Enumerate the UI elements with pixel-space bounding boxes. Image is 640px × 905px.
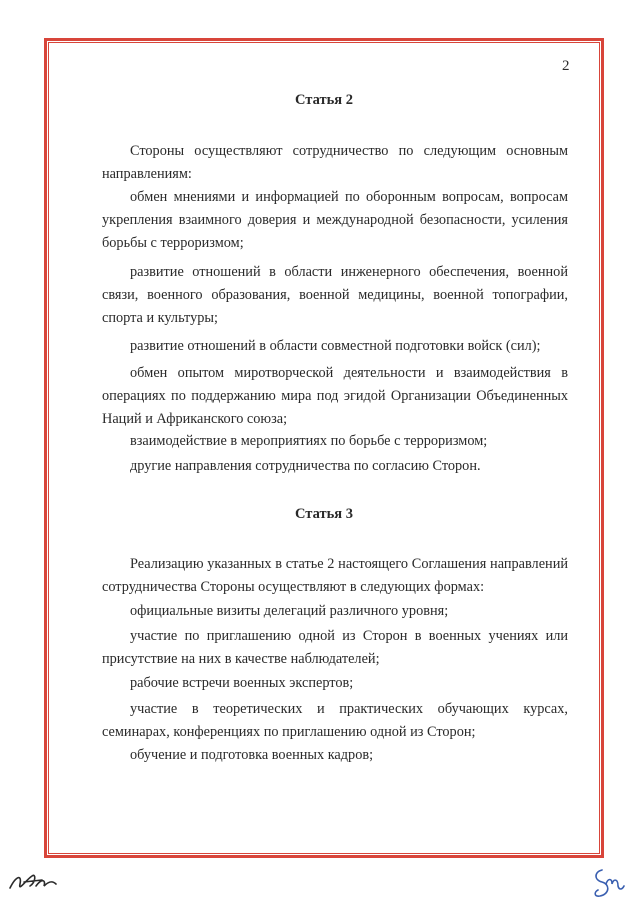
article-2-item: обмен опытом миротворческой деятельности и взаимодействия в операциях по поддержанию мира под эгидой Организации Объединенных Наций и Африканского союза;: [102, 365, 568, 427]
article-2-item: обмен мнениями и информацией по оборонным вопросам, вопросам укрепления взаимного доверия и международной безопасности, усиления борьбы с терроризмом;: [102, 189, 568, 251]
article-3-item: участие в теоретических и практических обучающих курсах, семинарах, конференциях по приглашению одной из Сторон;: [102, 701, 568, 740]
article-2-item: развитие отношений в области совместной подготовки войск (сил);: [130, 338, 541, 354]
article-2-item: взаимодействие в мероприятиях по борьбе с терроризмом;: [130, 433, 488, 449]
article-3-title: Статья 3: [295, 506, 353, 522]
article-2-item: другие направления сотрудничества по согласию Сторон.: [130, 458, 481, 474]
page-number: 2: [562, 58, 570, 74]
handwritten-signature-right: [588, 866, 632, 900]
article-3-item: рабочие встречи военных экспертов;: [130, 675, 354, 691]
article-3-item: участие по приглашению одной из Сторон в военных учениях или присутствие на них в качестве наблюдателей;: [102, 628, 568, 667]
article-3-item: обучение и подготовка военных кадров;: [130, 747, 374, 763]
article-3-item: официальные визиты делегаций различного уровня;: [130, 603, 449, 619]
article-3-intro: Реализацию указанных в статье 2 настоящего Соглашения направлений сотрудничества Стороны осуществляют в следующих формах:: [102, 556, 568, 595]
article-2-item: развитие отношений в области инженерного обеспечения, военной связи, военного образования, военной медицины, военной топографии, спорта и культуры;: [102, 264, 568, 326]
handwritten-signature-left: [6, 866, 62, 896]
article-2-intro: Стороны осуществляют сотрудничество по следующим основным направлениям:: [102, 143, 568, 182]
article-2-title: Статья 2: [295, 92, 353, 108]
